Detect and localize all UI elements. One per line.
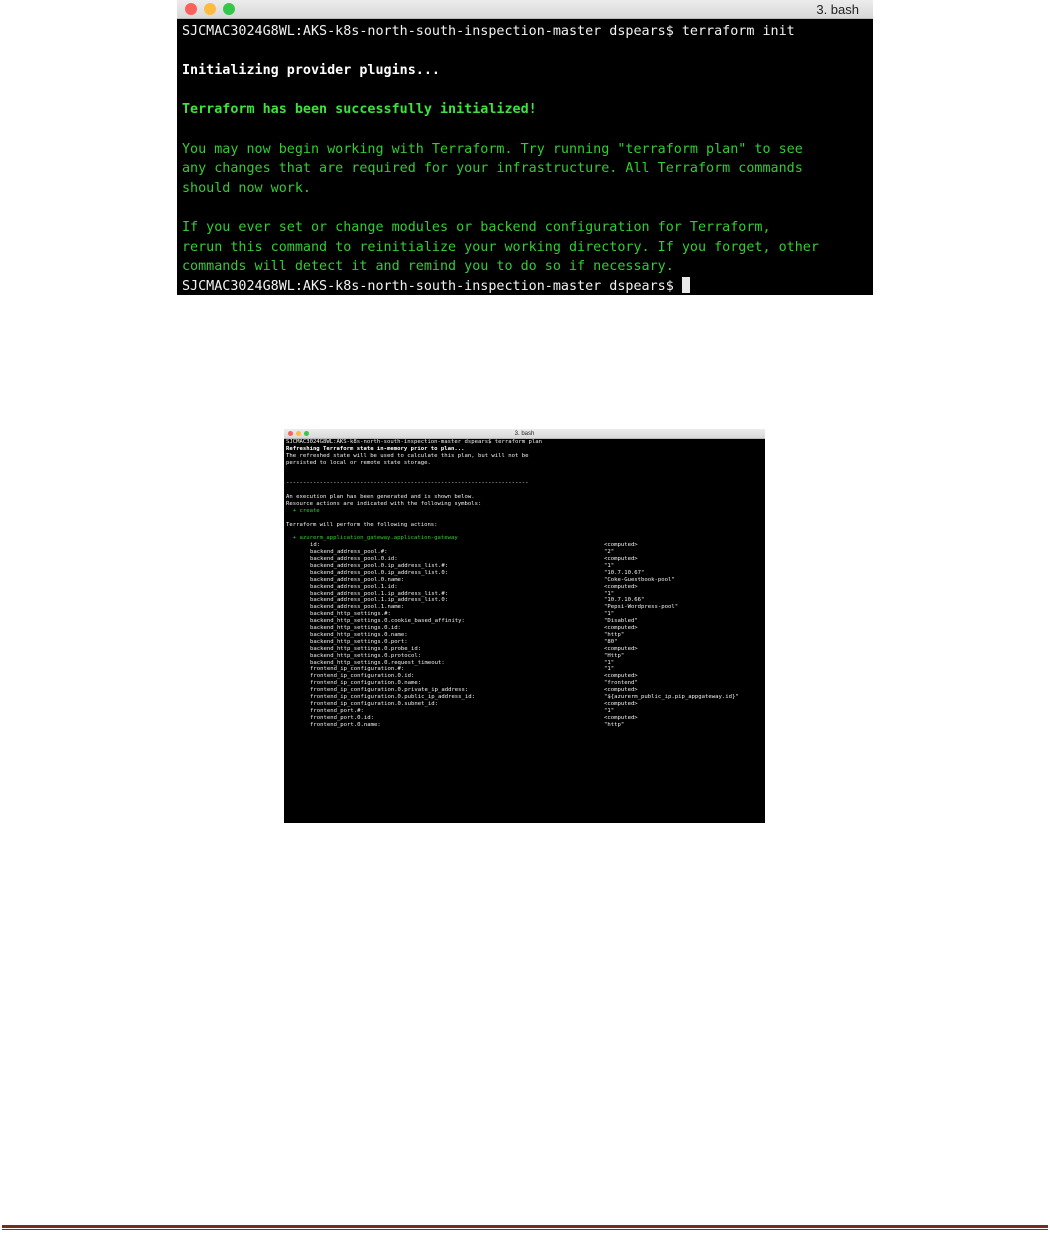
attribute-value: "http": [604, 721, 625, 728]
attribute-value: <computed>: [604, 625, 638, 632]
attribute-key: backend_address_pool.1.name:: [310, 604, 405, 611]
plan-attribute-row: [286, 632, 765, 639]
terminal-line: [286, 467, 765, 474]
attribute-key: backend_address_pool.1.id:: [310, 583, 398, 590]
terminal-line: persisted to local or remote state storage.: [286, 459, 431, 466]
terminal-line: Refreshing Terraform state in-memory prior to plan...: [286, 445, 465, 452]
plan-attribute-row: [286, 591, 765, 598]
attribute-key: backend_address_pool.1.ip_address_list.0:: [310, 597, 449, 604]
attribute-key: backend_http_settings.0.probe_id:: [310, 645, 422, 652]
terminal-output[interactable]: [284, 439, 765, 823]
attribute-value: "http": [604, 631, 625, 638]
terminal-window-plan: [284, 429, 765, 823]
attribute-value: <computed>: [604, 583, 638, 590]
terminal-line: [286, 473, 765, 480]
attribute-key: backend_http_settings.0.name:: [310, 631, 408, 638]
attribute-key: frontend_ip_configuration.#:: [310, 666, 405, 673]
window-titlebar[interactable]: [284, 429, 765, 439]
attribute-value: "Http": [604, 652, 625, 659]
minimize-window-icon[interactable]: [204, 3, 216, 15]
attribute-key: backend_http_settings.0.cookie_based_affinity:: [310, 618, 465, 625]
attribute-value: "1": [604, 611, 615, 618]
attribute-key: frontend_port.0.name:: [310, 721, 381, 728]
terminal-line: [286, 515, 765, 522]
terminal-line: commands will detect it and remind you to do so if necessary.: [182, 259, 674, 275]
plan-attribute-row: [286, 694, 765, 701]
attribute-value: "${azurerm_public_ip.pip_appgateway.id}": [604, 693, 739, 700]
attribute-key: backend_http_settings.0.port:: [310, 638, 408, 645]
attribute-value: <computed>: [604, 556, 638, 563]
attribute-value: "1": [604, 707, 615, 714]
attribute-value: <computed>: [604, 714, 638, 721]
terminal-line: If you ever set or change modules or backend configuration for Terraform,: [182, 219, 771, 235]
attribute-value: "frontend": [604, 680, 638, 687]
plan-attribute-row: [286, 673, 765, 680]
terminal-line: Terraform has been successfully initialized!: [182, 102, 537, 118]
terminal-window-init: [177, 0, 873, 295]
plan-attribute-row: [286, 687, 765, 694]
footer-divider-thin: [2, 1229, 1048, 1230]
plan-attribute-row: [286, 611, 765, 618]
attribute-key: backend_http_settings.0.protocol:: [310, 652, 422, 659]
terminal-line: rerun this command to reinitialize your working directory. If you forget, other: [182, 239, 819, 255]
attribute-key: frontend_port.0.id:: [310, 714, 374, 721]
attribute-value: "2": [604, 549, 615, 556]
attribute-key: backend_address_pool.#:: [310, 549, 388, 556]
plan-attribute-row: [286, 618, 765, 625]
plan-attribute-row: [286, 715, 765, 722]
attribute-value: "Pepsi-Wordpress-pool": [604, 604, 679, 611]
terminal-line: + azurerm_application_gateway.application-gateway: [286, 535, 458, 542]
terminal-line: [182, 81, 873, 101]
attribute-value: "1": [604, 659, 615, 666]
terminal-line: [182, 198, 873, 218]
plan-attribute-row: [286, 549, 765, 556]
attribute-key: backend_address_pool.0.ip_address_list.0:: [310, 569, 449, 576]
attribute-key: frontend_ip_configuration.0.id:: [310, 673, 415, 680]
window-titlebar[interactable]: [177, 0, 873, 19]
attribute-value: <computed>: [604, 673, 638, 680]
plan-attribute-row: [286, 570, 765, 577]
attribute-key: frontend_ip_configuration.0.public_ip_address_id:: [310, 693, 476, 700]
terminal-line: Terraform will perform the following actions:: [286, 521, 438, 528]
attribute-value: "80": [604, 638, 618, 645]
window-title: 3. bash: [514, 430, 535, 437]
attribute-key: frontend_port.#:: [310, 707, 364, 714]
close-window-icon[interactable]: [185, 3, 197, 15]
plan-attribute-row: [286, 639, 765, 646]
shell-prompt: SJCMAC3024G8WL:AKS-k8s-north-south-inspection-master dspears$: [182, 278, 682, 294]
plan-attribute-row: [286, 542, 765, 549]
attribute-value: "1": [604, 666, 615, 673]
prompt-line: [182, 277, 873, 295]
attribute-value: "10.7.10.67": [604, 569, 645, 576]
plan-attribute-row: [286, 666, 765, 673]
terminal-line: + create: [286, 507, 320, 514]
plan-attribute-row: [286, 625, 765, 632]
attribute-value: <computed>: [604, 687, 638, 694]
plan-attribute-row: [286, 646, 765, 653]
attribute-key: backend_address_pool.0.id:: [310, 556, 398, 563]
terminal-line: SJCMAC3024G8WL:AKS-k8s-north-south-inspection-master dspears$ terraform init: [182, 24, 795, 39]
terminal-line: any changes that are required for your infrastructure. All Terraform commands: [182, 161, 803, 177]
terminal-line: SJCMAC3024G8WL:AKS-k8s-north-south-inspection-master dspears$ terraform plan: [286, 439, 542, 445]
terminal-line: [286, 529, 765, 536]
attribute-key: backend_http_settings.0.id:: [310, 625, 401, 632]
terminal-output[interactable]: [177, 19, 873, 295]
terminal-line: [182, 120, 873, 140]
plan-attribute-row: [286, 597, 765, 604]
terminal-line: [182, 42, 873, 62]
traffic-lights: [185, 0, 235, 18]
terminal-line: Initializing provider plugins...: [182, 63, 440, 79]
terminal-line: You may now begin working with Terraform. Try running "terraform plan" to see: [182, 141, 803, 157]
attribute-key: backend_http_settings.0.request_timeout:: [310, 659, 445, 666]
text-cursor: [682, 277, 690, 293]
attribute-value: "1": [604, 563, 615, 570]
attribute-key: frontend_ip_configuration.0.name:: [310, 680, 422, 687]
plan-attribute-row: [286, 584, 765, 591]
footer-divider: [2, 1225, 1048, 1228]
terminal-line: The refreshed state will be used to calculate this plan, but will not be: [286, 452, 529, 459]
attribute-value: <computed>: [604, 542, 638, 549]
plan-attribute-row: [286, 660, 765, 667]
attribute-key: backend_address_pool.0.name:: [310, 576, 405, 583]
attribute-key: frontend_ip_configuration.0.subnet_id:: [310, 700, 438, 707]
attribute-key: backend_address_pool.1.ip_address_list.#:: [310, 590, 449, 597]
attribute-value: "Coke-Guestbook-pool": [604, 576, 675, 583]
attribute-value: "10.7.10.66": [604, 597, 645, 604]
plan-attribute-row: [286, 680, 765, 687]
attribute-value: "1": [604, 590, 615, 597]
attribute-value: <computed>: [604, 700, 638, 707]
terminal-line: An execution plan has been generated and is shown below.: [286, 494, 475, 501]
window-title: 3. bash: [816, 1, 859, 17]
terminal-line: [286, 487, 765, 494]
zoom-window-icon[interactable]: [223, 3, 235, 15]
plan-attribute-row: [286, 563, 765, 570]
plan-attribute-row: [286, 556, 765, 563]
terminal-line: should now work.: [182, 180, 311, 196]
terminal-line: ------------------------------------------------------------------------: [286, 480, 529, 487]
terminal-line: Resource actions are indicated with the following symbols:: [286, 501, 482, 508]
attribute-value: <computed>: [604, 645, 638, 652]
plan-attribute-row: [286, 708, 765, 715]
plan-attribute-row: [286, 701, 765, 708]
attribute-key: backend_address_pool.0.ip_address_list.#:: [310, 563, 449, 570]
attribute-value: "Disabled": [604, 618, 638, 625]
attribute-key: id:: [310, 542, 321, 549]
attribute-key: frontend_ip_configuration.0.private_ip_address:: [310, 687, 469, 694]
plan-attribute-row: [286, 722, 765, 729]
attribute-key: backend_http_settings.#:: [310, 611, 391, 618]
plan-attribute-row: [286, 604, 765, 611]
plan-attribute-row: [286, 653, 765, 660]
plan-attribute-row: [286, 577, 765, 584]
